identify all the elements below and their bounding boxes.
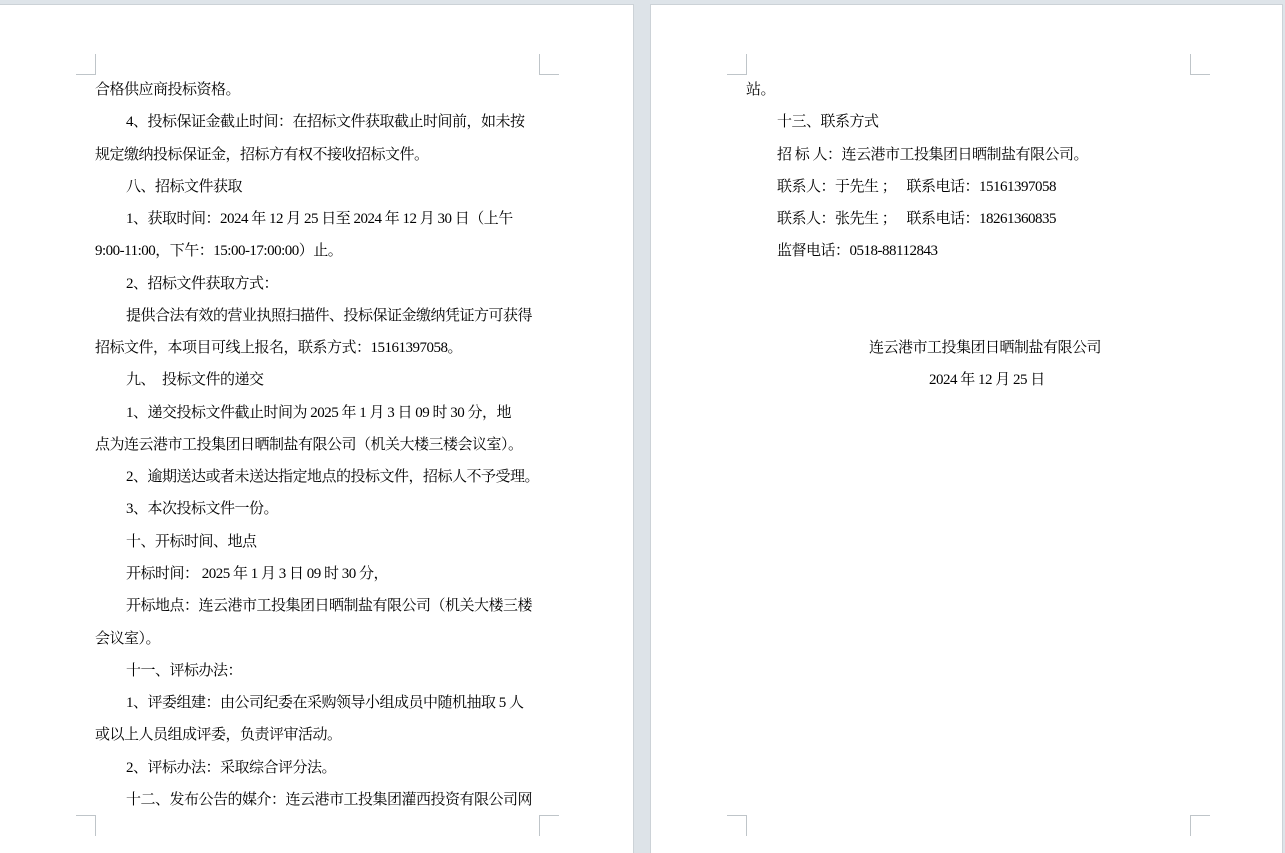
text-line: 联系人：张先生 ； 联系电话：18261360835 bbox=[777, 211, 1057, 228]
text-line: 开标地点：连云港市工投集团日晒制盐有限公司（机关大楼三楼 bbox=[126, 598, 533, 615]
text-line: 联系人：于先生 ； 联系电话：15161397058 bbox=[777, 178, 1057, 195]
text-line: 或以上人员组成评委，负责评审活动。 bbox=[95, 727, 342, 744]
text-line: 点为连云港市工投集团日晒制盐有限公司（机关大楼三楼会议室）。 bbox=[95, 436, 523, 453]
text-line: 1、递交投标文件截止时间为 2025 年 1 月 3 日 09 时 30 分，地 bbox=[126, 404, 512, 421]
margin-corner-mark bbox=[539, 815, 559, 836]
margin-corner-mark bbox=[1190, 54, 1210, 75]
text-line: 规定缴纳投标保证金，招标方有权不接收招标文件。 bbox=[95, 146, 429, 163]
text-line: 站。 bbox=[746, 82, 776, 98]
text-line bbox=[746, 300, 1192, 332]
page-2-text bbox=[746, 74, 1192, 397]
text-line bbox=[746, 268, 1192, 300]
text-line: 招标文件，本项目可线上报名，联系方式：15161397058。 bbox=[95, 340, 463, 357]
text-line: 十三、联系方式 bbox=[777, 114, 879, 131]
text-line: 1、评委组建：由公司纪委在采购领导小组成员中随机抽取 5 人 bbox=[126, 695, 524, 712]
document-page-2[interactable] bbox=[650, 4, 1283, 853]
text-line: 3、本次投标文件一份。 bbox=[126, 501, 279, 518]
margin-corner-mark bbox=[727, 54, 747, 75]
text-line: 会议室）。 bbox=[95, 630, 161, 647]
text-line: 监督电话：0518-88112843 bbox=[777, 243, 938, 260]
text-line: 招 标 人：连云港市工投集团日晒制盐有限公司。 bbox=[777, 146, 1089, 163]
text-line: 2024 年 12 月 25 日 bbox=[929, 372, 1045, 389]
margin-corner-mark bbox=[76, 815, 96, 836]
text-line: 合格供应商投标资格。 bbox=[95, 82, 241, 98]
margin-corner-mark bbox=[1190, 815, 1210, 836]
margin-corner-mark bbox=[539, 54, 559, 75]
page-1-text bbox=[95, 74, 541, 816]
text-line: 九、 投标文件的递交 bbox=[126, 372, 264, 389]
text-line: 9:00-11:00，下午：15:00-17:00:00）止。 bbox=[95, 243, 343, 260]
page-gap bbox=[634, 0, 650, 853]
margin-corner-mark bbox=[76, 54, 96, 75]
text-line: 八、招标文件获取 bbox=[126, 178, 243, 195]
text-line: 提供合法有效的营业执照扫描件、投标保证金缴纳凭证方可获得 bbox=[126, 307, 533, 324]
text-line: 2、招标文件获取方式： bbox=[126, 275, 279, 292]
document-page-1[interactable] bbox=[0, 4, 634, 853]
text-line: 1、获取时间：2024 年 12 月 25 日至 2024 年 12 月 30 日（上午 bbox=[126, 211, 513, 228]
text-line: 十、开标时间、地点 bbox=[126, 533, 257, 550]
text-line: 十二、发布公告的媒介：连云港市工投集团灌西投资有限公司网 bbox=[126, 791, 533, 808]
text-line: 十一、评标办法： bbox=[126, 662, 243, 679]
text-line: 连云港市工投集团日晒制盐有限公司 bbox=[869, 340, 1102, 357]
text-line: 4、投标保证金截止时间：在招标文件获取截止时间前，如未按 bbox=[126, 114, 525, 131]
margin-corner-mark bbox=[727, 815, 747, 836]
text-line: 2、逾期送达或者未送达指定地点的投标文件，招标人不予受理。 bbox=[126, 469, 540, 486]
text-line: 开标时间： 2025 年 1 月 3 日 09 时 30 分， bbox=[126, 565, 389, 582]
text-line: 2、评标办法：采取综合评分法。 bbox=[126, 759, 337, 776]
